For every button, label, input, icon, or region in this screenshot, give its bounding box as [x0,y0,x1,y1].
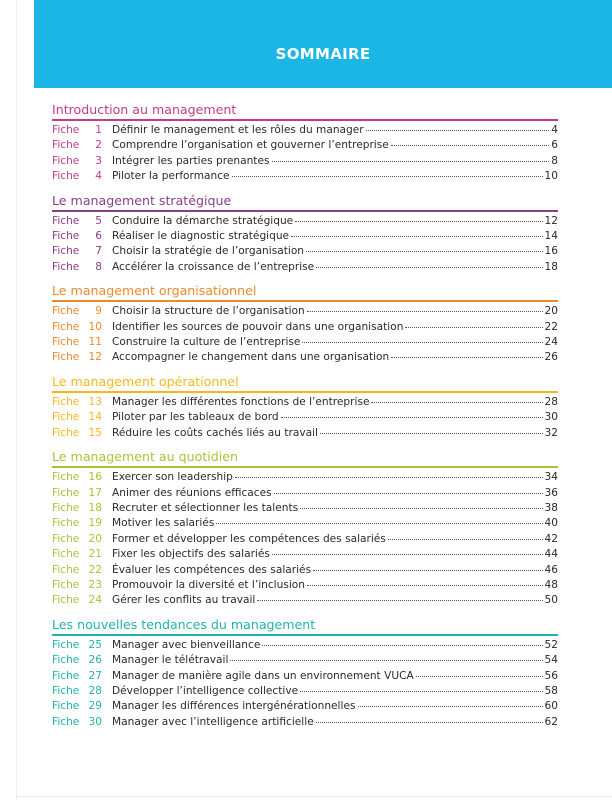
entry-title: Identifier les sources de pouvoir dans une organisation [112,320,404,333]
fiche-number: 3 [95,154,102,167]
dot-leader [316,722,543,723]
fiche-number: 23 [88,578,102,591]
entry-title: Manager les différences intergénérationnelles [112,700,356,713]
entry-title: Choisir la structure de l’organisation [112,305,305,318]
toc-entry[interactable] [52,501,558,516]
section-title: Les nouvelles tendances du management [52,616,558,636]
toc-section [52,448,558,609]
page-number: 36 [544,486,558,499]
fiche-label: Fiche [52,594,80,607]
fiche-number: 26 [88,654,102,667]
toc-entry[interactable] [52,699,558,714]
section-title: Le management opérationnel [52,373,558,393]
page-title: SOMMAIRE [275,45,371,63]
entry-title: Recruter et sélectionner les talents [112,501,299,514]
dot-leader [295,221,542,222]
fiche-number: 29 [88,700,102,713]
page-number: 38 [544,501,558,514]
dot-leader [281,417,543,418]
page-number: 50 [544,594,558,607]
section-title: Introduction au management [52,101,558,121]
dot-leader [358,706,543,707]
fiche-label: Fiche [52,395,80,408]
fiche-number: 11 [88,336,102,349]
dot-leader [300,508,542,509]
section-title: Le management au quotidien [52,448,558,468]
toc-entry[interactable] [52,410,558,425]
fiche-label: Fiche [52,486,80,499]
toc-entry[interactable] [52,684,558,699]
toc-entry[interactable] [52,154,558,169]
header-banner [34,0,612,88]
page-number: 40 [544,517,558,530]
toc-section [52,101,558,185]
dot-leader [405,327,542,328]
fiche-number: 25 [88,638,102,651]
fiche-number: 14 [88,411,102,424]
toc-section [52,616,558,730]
fiche-label: Fiche [52,578,80,591]
toc-entry[interactable] [52,260,558,275]
toc-entry[interactable] [52,563,558,578]
page-number: 6 [551,139,558,152]
fiche-number: 28 [88,684,102,697]
toc-entry[interactable] [52,516,558,531]
fiche-number: 24 [88,594,102,607]
page-number: 22 [544,320,558,333]
fiche-label: Fiche [52,214,80,227]
page-number: 62 [544,715,558,728]
dot-leader [272,161,550,162]
page-number: 14 [544,230,558,243]
dot-leader [274,493,543,494]
dot-leader [371,402,542,403]
dot-leader [320,433,543,434]
fiche-label: Fiche [52,139,80,152]
entry-title: Manager le télétravail [112,654,229,667]
page-number: 60 [544,700,558,713]
fiche-number: 30 [88,715,102,728]
fiche-label: Fiche [52,170,80,183]
dot-leader [272,554,543,555]
fiche-number: 8 [95,260,102,273]
page-number: 30 [544,411,558,424]
page-number: 12 [544,214,558,227]
dot-leader [416,676,543,677]
entry-title: Piloter la performance [112,170,230,183]
dot-leader [257,600,542,601]
toc-entry[interactable] [52,214,558,229]
page-number: 28 [544,395,558,408]
fiche-label: Fiche [52,426,80,439]
fiche-number: 27 [88,669,102,682]
fiche-label: Fiche [52,563,80,576]
section-title: Le management stratégique [52,192,558,212]
fiche-label: Fiche [52,124,80,136]
fiche-label: Fiche [52,230,80,243]
toc-entry[interactable] [52,547,558,562]
page-number: 34 [544,471,558,484]
fiche-label: Fiche [52,245,80,258]
entry-title: Conduire la démarche stratégique [112,214,294,227]
toc-entry[interactable] [52,470,558,485]
dot-leader [306,251,542,252]
toc-entry[interactable] [52,169,558,184]
fiche-label: Fiche [52,517,80,530]
fiche-number: 20 [88,532,102,545]
entry-title: Construire la culture de l’entreprise [112,336,301,349]
fiche-number: 1 [95,124,102,136]
fiche-number: 22 [88,563,102,576]
dot-leader [366,130,550,131]
entry-title: Accompagner le changement dans une organisation [112,351,390,364]
entry-title: Manager de manière agile dans un environnement VUCA [112,669,414,682]
toc-entry[interactable] [52,532,558,547]
entry-title: Fixer les objectifs des salariés [112,548,270,561]
fiche-label: Fiche [52,336,80,349]
dot-leader [232,176,543,177]
page-number: 44 [544,548,558,561]
page-number: 56 [544,669,558,682]
toc-section [52,373,558,441]
entry-title: Promouvoir la diversité et l’inclusion [112,578,305,591]
dot-leader [262,645,542,646]
entry-title: Manager avec l’intelligence artificielle [112,715,314,728]
entry-title: Motiver les salariés [112,517,215,530]
fiche-number: 9 [95,305,102,318]
entry-title: Animer des réunions efficaces [112,486,272,499]
page-number: 26 [544,351,558,364]
fiche-label: Fiche [52,654,80,667]
fiche-label: Fiche [52,501,80,514]
fiche-label: Fiche [52,260,80,273]
entry-title: Évaluer les compétences des salariés [112,563,312,576]
page-edge-left [16,0,17,800]
toc-entry[interactable] [52,335,558,350]
dot-leader [302,342,542,343]
entry-title: Choisir la stratégie de l’organisation [112,245,305,258]
fiche-number: 2 [95,139,102,152]
entry-title: Former et développer les compétences des salariés [112,532,386,545]
page-number: 24 [544,336,558,349]
fiche-label: Fiche [52,669,80,682]
page-number: 20 [544,305,558,318]
dot-leader [235,477,543,478]
fiche-number: 18 [88,501,102,514]
fiche-label: Fiche [52,638,80,651]
toc-entry[interactable] [52,123,558,138]
entry-title: Réduire les coûts cachés liés au travail [112,426,318,439]
entry-title: Réaliser le diagnostic stratégique [112,230,290,243]
entry-title: Gérer les conflits au travail [112,594,256,607]
toc-section [52,282,558,366]
dot-leader [313,570,542,571]
entry-title: Comprendre l’organisation et gouverner l’entreprise [112,139,389,152]
page-number: 42 [544,532,558,545]
entry-title: Développer l’intelligence collective [112,684,299,697]
entry-title: Manager les différentes fonctions de l’entreprise [112,395,370,408]
dot-leader [300,691,542,692]
fiche-number: 6 [95,230,102,243]
page-number: 48 [544,578,558,591]
toc-entry[interactable] [52,304,558,319]
fiche-number: 17 [88,486,102,499]
toc-section [52,192,558,276]
dot-leader [216,523,542,524]
toc-entry[interactable] [52,593,558,608]
fiche-label: Fiche [52,715,80,728]
dot-leader [230,660,542,661]
table-of-contents [52,101,558,737]
toc-entry[interactable] [52,395,558,410]
fiche-label: Fiche [52,548,80,561]
fiche-label: Fiche [52,305,80,318]
page-number: 8 [551,154,558,167]
fiche-label: Fiche [52,532,80,545]
toc-entry[interactable] [52,244,558,259]
page-number: 10 [544,170,558,183]
fiche-number: 19 [88,517,102,530]
fiche-label: Fiche [52,411,80,424]
fiche-number: 13 [88,395,102,408]
toc-entry[interactable] [52,715,558,730]
fiche-number: 21 [88,548,102,561]
dot-leader [307,311,543,312]
toc-entry[interactable] [52,669,558,684]
fiche-number: 16 [88,471,102,484]
fiche-label: Fiche [52,471,80,484]
page-number: 18 [544,260,558,273]
toc-entry[interactable] [52,638,558,653]
toc-entry[interactable] [52,486,558,501]
section-title: Le management organisationnel [52,282,558,302]
entry-title: Accélérer la croissance de l’entreprise [112,260,315,273]
toc-entry[interactable] [52,320,558,335]
fiche-label: Fiche [52,351,80,364]
page-number: 46 [544,563,558,576]
toc-entry[interactable] [52,578,558,593]
entry-title: Définir le management et les rôles du manager [112,124,364,136]
dot-leader [391,357,542,358]
dot-leader [388,539,543,540]
page-number: 58 [544,684,558,697]
fiche-number: 10 [88,320,102,333]
fiche-label: Fiche [52,684,80,697]
dot-leader [307,585,543,586]
page-edge-bottom [16,796,612,797]
entry-title: Exercer son leadership [112,471,233,484]
toc-entry[interactable] [52,426,558,441]
entry-title: Intégrer les parties prenantes [112,154,270,167]
page-number: 4 [551,124,558,136]
fiche-number: 4 [95,170,102,183]
fiche-label: Fiche [52,700,80,713]
page-number: 54 [544,654,558,667]
dot-leader [291,236,542,237]
page-number: 16 [544,245,558,258]
dot-leader [316,267,542,268]
fiche-label: Fiche [52,154,80,167]
fiche-number: 15 [88,426,102,439]
page-number: 32 [544,426,558,439]
dot-leader [391,145,549,146]
page-number: 52 [544,638,558,651]
toc-entry[interactable] [52,138,558,153]
fiche-label: Fiche [52,320,80,333]
fiche-number: 7 [95,245,102,258]
entry-title: Piloter par les tableaux de bord [112,411,279,424]
toc-entry[interactable] [52,350,558,365]
toc-entry[interactable] [52,653,558,668]
fiche-number: 5 [95,214,102,227]
toc-entry[interactable] [52,229,558,244]
fiche-number: 12 [88,351,102,364]
entry-title: Manager avec bienveillance [112,638,261,651]
